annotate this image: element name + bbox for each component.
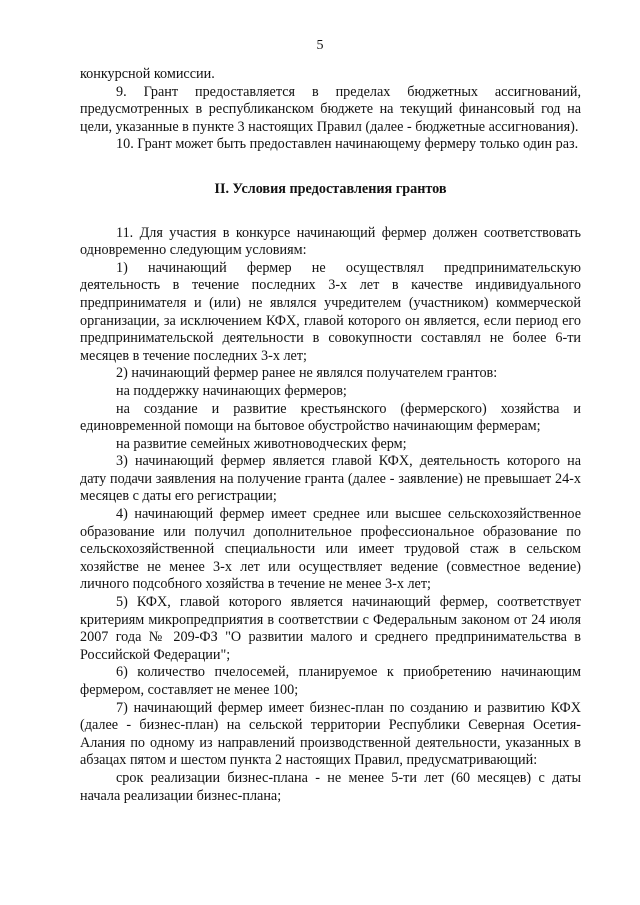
document-body — [80, 66, 581, 805]
paragraph-condition-3: 3) начинающий фермер является главой КФХ, деятельность которого на дату подачи заявления на получение гранта (далее - заявление) не превышает 24-х месяцев с даты его регистрации; — [80, 453, 581, 505]
paragraph-condition-6: 6) количество пчелосемей, планируемое к приобретению начинающим фермером, составляет не менее 100; — [80, 664, 581, 698]
page-number: 5 — [316, 38, 324, 53]
paragraph-condition-4: 4) начинающий фермер имеет среднее или высшее сельскохозяйственное образование или получил дополнительное профессиональное образование по сельскохозяйственной специальности или имеет трудовой стаж в сельском хозяйстве не менее 3-х лет или осуществляет ведение (совместное ведение) личного подсобного хозяйства в течение не менее 3-х лет; — [80, 506, 581, 593]
paragraph-condition-1: 1) начинающий фермер не осуществлял предпринимательскую деятельность в течение последних 3-х лет в качестве индивидуального предпринимателя и (или) не являлся учредителем (участником) коммерческой организации, за исключением КФХ, главой которого он является, если период его предпринимательской деятельности в совокупности составлял не более 6-ти месяцев в течение последних 3-х лет; — [80, 259, 581, 364]
paragraph-business-plan-term: срок реализации бизнес-плана - не менее 5-ти лет (60 месяцев) с даты начала реализации бизнес-плана; — [80, 769, 581, 804]
paragraph-condition-7: 7) начинающий фермер имеет бизнес-план по созданию и развитию КФХ (далее - бизнес-план) на сельской территории Республики Северная Осетия-Алания по одному из направлений производственной деятельности, указанных в абзацах пятом и шестом пункта 2 настоящих Правил, предусматривающий: — [80, 699, 581, 769]
paragraph-grant-type-3: на развитие семейных животноводческих ферм; — [116, 435, 407, 452]
paragraph-condition-2: 2) начинающий фермер ранее не являлся получателем грантов: — [116, 365, 498, 382]
paragraph-condition-5: 5) КФХ, главой которого является начинающий фермер, соответствует критериям микропредприятия в соответствии с Федеральным законом от 24 июля 2007 года № 209-ФЗ "О развитии малого и среднего предпринимательства в Российской Федерации"; — [80, 594, 581, 663]
paragraph-grant-type-2: на создание и развитие крестьянского (фермерского) хозяйства и единовременной помощи на бытовое обустройство начинающим фермерам; — [80, 400, 581, 435]
section-title: II. Условия предоставления грантов — [214, 180, 447, 197]
paragraph-item-9: 9. Грант предоставляется в пределах бюджетных ассигнований, предусмотренных в республиканском бюджете на текущий финансовый год на цели, указанные в пункте 3 настоящих Правил (далее - бюджетные ассигнования). — [80, 83, 581, 135]
paragraph-grant-type-1: на поддержку начинающих фермеров; — [116, 382, 347, 399]
paragraph-item-10: 10. Грант может быть предоставлен начинающему фермеру только один раз. — [116, 136, 579, 153]
paragraph-item-11: 11. Для участия в конкурсе начинающий фермер должен соответствовать одновременно следующим условиям: — [80, 224, 581, 259]
paragraph-commission-end: конкурсной комиссии. — [80, 66, 215, 82]
